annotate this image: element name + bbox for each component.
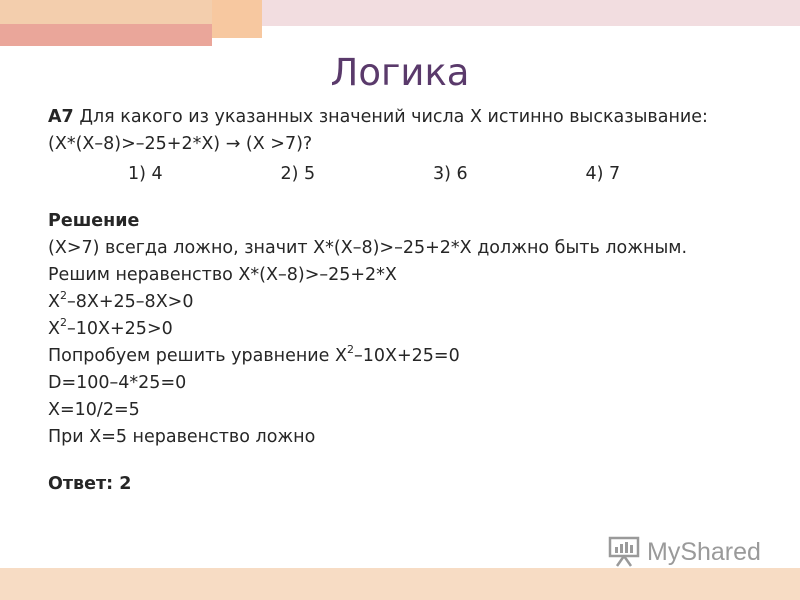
presentation-board-icon [607, 536, 641, 568]
option-1: 1) 4 [128, 163, 163, 184]
solution-line-5-exponent: 2 [346, 343, 354, 356]
question-text: Для какого из указанных значений числа Х истинно высказывание: [79, 107, 708, 127]
solution-heading: Решение [48, 211, 140, 231]
solution-line-2: Решим неравенство Х*(Х–8)>–25+2*Х [48, 265, 397, 285]
option-4: 4) 7 [585, 163, 621, 184]
option-3: 3) 6 [433, 163, 468, 184]
question-expression: (Х*(Х–8)>–25+2*Х) → (Х >7)? [48, 134, 313, 154]
solution-line-4-var: Х [48, 319, 60, 339]
solution-line-4-rest: –10Х+25>0 [67, 319, 173, 339]
top-decor-band-light [262, 0, 800, 26]
solution-line-5-rest: –10Х+25=0 [353, 346, 460, 366]
solution-line-7: Х=10/2=5 [48, 400, 140, 420]
solution-line-6: D=100–4*25=0 [48, 373, 187, 393]
watermark [607, 536, 761, 568]
answer-line: Ответ: 2 [48, 474, 132, 494]
slide-title: Логика [330, 51, 470, 94]
solution-line-4-exponent: 2 [60, 316, 67, 329]
solution-line-5 [48, 343, 738, 370]
solution-line-4 [48, 316, 738, 343]
answer-options [48, 158, 738, 190]
top-decor-band-peach [212, 0, 262, 38]
slide-content [48, 104, 738, 498]
solution-line-3 [48, 289, 738, 316]
solution-line-8: При Х=5 неравенство ложно [48, 427, 316, 447]
solution-line-1: (Х>7) всегда ложно, значит Х*(Х–8)>–25+2*Х должно быть ложным. [48, 238, 688, 258]
solution-line-3-var: Х [48, 292, 60, 312]
solution-line-5-text: Попробуем решить уравнение Х [48, 346, 347, 366]
option-2: 2) 5 [280, 163, 316, 184]
watermark-text: MyShared [647, 537, 761, 566]
question-label: А7 [48, 107, 74, 127]
bottom-decor-band [0, 568, 800, 600]
question-line [48, 104, 738, 131]
solution-line-3-rest: –8Х+25–8Х>0 [67, 292, 194, 312]
solution-line-3-exponent: 2 [60, 289, 67, 302]
top-decor-band-cream [0, 0, 212, 24]
